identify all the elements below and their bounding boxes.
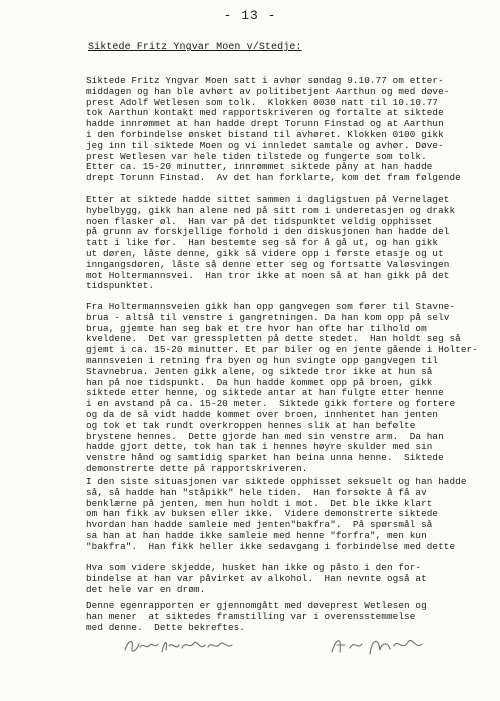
paragraph-sexual-situation bbox=[86, 477, 488, 553]
text-line: middagen og han ble avhørt av politibetjent Aarthun og med døve- bbox=[86, 86, 450, 97]
text-line: "bakfra". Han fikk heller ikke sedavgang i forbindelse med dette bbox=[86, 541, 456, 552]
text-line: Siktede Fritz Yngvar Moen satt i avhør søndag 9.10.77 om etter- bbox=[86, 76, 444, 86]
text-line: gjemt i ca. 15-20 minutter. Et par biler og en jente gående i Holter- bbox=[86, 345, 478, 356]
text-line: brua - altså til venstre i gangretningen. Da han kom opp på selv bbox=[86, 312, 450, 323]
text-line: det hele var en drøm. bbox=[86, 584, 206, 595]
text-line: sa han at han hadde ikke samleie med henne "forfra", men kun bbox=[86, 530, 427, 541]
text-line: Stavnebrua. Jenten gikk alene, og siktede tror ikke at hun så bbox=[86, 366, 433, 377]
handwritten-signature-right bbox=[328, 630, 428, 658]
text-line: og da de så vidt hadde kommet over broen, innhentet han jenten bbox=[86, 409, 439, 420]
text-line: I den siste situasjonen var siktede opphisset seksuelt og han hadde bbox=[86, 477, 467, 487]
text-line: Etter at siktede hadde sittet sammen i dagligstuen på Vernelaget bbox=[86, 195, 450, 205]
text-line: demonstrerte dette på rapportskriveren. bbox=[86, 463, 308, 474]
page-number: - 13 - bbox=[223, 8, 277, 23]
text-line: hadde gjort dette, tok han tak i hennes høyre skulder med sin bbox=[86, 442, 433, 453]
page-heading: Siktede Fritz Yngvar Moen v/Stedje: bbox=[88, 42, 302, 53]
text-line: tok Aarthun kontakt med rapportskriveren og fortalte at siktede bbox=[86, 108, 444, 119]
text-line: kveldene. Det var gresspletten på dette stedet. Han holdt seg så bbox=[86, 334, 461, 345]
text-line: noen flasker øl. Han var på det tidspunktet veldig opphisset bbox=[86, 216, 433, 227]
text-line: mot Holtermannsvei. Han tror ikke at noen så at han gikk på det bbox=[86, 270, 450, 281]
text-line: hybelbygg, gikk han alene ned på sitt rom i underetasjen og drakk bbox=[86, 205, 456, 216]
text-line: i en avstand på ca. 15-20 meter. Siktede gikk fortere og fortere bbox=[86, 399, 456, 410]
text-line: og tok et tak rundt overkroppen hennes slik at han befølte bbox=[86, 420, 416, 431]
text-line: brua, gjemte han seg bak et tre hvor han ofte har tilhold om bbox=[86, 323, 427, 334]
text-line: han på noe tidspunkt. Da hun hadde kommet opp på broen, gikk bbox=[86, 377, 433, 388]
text-line: Denne egenrapporten er gjennomgått med døveprest Wetlesen og bbox=[86, 601, 427, 611]
text-line: tidspunktet. bbox=[86, 281, 155, 292]
text-line: prest Wetlesen var hele tiden tilstede og fungerte som tolk. bbox=[86, 151, 427, 162]
text-line: venstre hånd og samtidig sparket han beina unna henne. Siktede bbox=[86, 453, 444, 464]
text-line: med denne. Dette bekreftes. bbox=[86, 622, 246, 633]
text-line: prest Adolf Wetlesen som tolk. Klokken 0030 natt til 10.10.77 bbox=[86, 97, 439, 108]
text-line: så, så hadde han "ståpikk" hele tiden. Han forsøkte å få av bbox=[86, 487, 427, 498]
text-line: hadde innrømmet at han hadde drept Torunn Finstad og at Aarthun bbox=[86, 119, 444, 130]
text-line: tatt i like før. Han bestemte seg så for å gå ut, og han gikk bbox=[86, 238, 439, 249]
paragraph-crime-description bbox=[86, 302, 488, 475]
text-line: hvordan han hadde samleie med jenten"bakfra". På spørsmål så bbox=[86, 520, 433, 531]
paragraph-interrogation-intro bbox=[86, 76, 488, 184]
text-line: inngangsdøren, låste så denne etter seg og fortsatte Valøsvingen bbox=[86, 259, 450, 270]
paragraph-confirmation bbox=[86, 601, 488, 633]
text-line: Hva som videre skjedde, husket han ikke og påsto i den for- bbox=[86, 563, 422, 573]
handwritten-signature-left bbox=[122, 630, 242, 658]
text-line: på grunn av forskjellige forhold i den diskusjonen han hadde del bbox=[86, 227, 450, 238]
text-line: siktede etter henne, og siktede antar at han fulgte etter henne bbox=[86, 388, 444, 399]
text-line: ut døren, låste denne, gikk så videre opp i første etasje og ut bbox=[86, 248, 444, 259]
text-line: Etter ca. 15-20 minutter, innrømmet siktede påny at han hadde bbox=[86, 162, 433, 173]
text-line: han mener at siktedes framstilling var i overensstemmelse bbox=[86, 611, 416, 622]
text-line: om han fikk av buksen eller ikke. Videre demonstrerte siktede bbox=[86, 509, 439, 520]
text-line: Fra Holtermannsveien gikk han opp gangvegen som fører til Stavne- bbox=[86, 302, 456, 312]
text-line: drept Torunn Finstad. Av det han forklarte, kom det fram følgende bbox=[86, 173, 461, 184]
paragraph-evening-events bbox=[86, 195, 488, 292]
text-line: benklærne på jenten, men hun holdt i mot. Det ble ikke klart bbox=[86, 498, 433, 509]
text-line: i den forbindelse ønsket bistand til avhøret. Klokken 0100 gikk bbox=[86, 129, 444, 140]
text-line: brystene hennes. Dette gjorde han med sin venstre arm. Da han bbox=[86, 431, 444, 442]
text-line: bindelse at han var påvirket av alkohol. Han nevnte også at bbox=[86, 573, 427, 584]
paragraph-alcohol-claim bbox=[86, 563, 488, 595]
text-line: mannsveien i retning fra byen og hun svingte opp gangvegen til bbox=[86, 355, 439, 366]
text-line: jeg inn til siktede Moen og vi innledet samtale og avhør. Døve- bbox=[86, 140, 444, 151]
